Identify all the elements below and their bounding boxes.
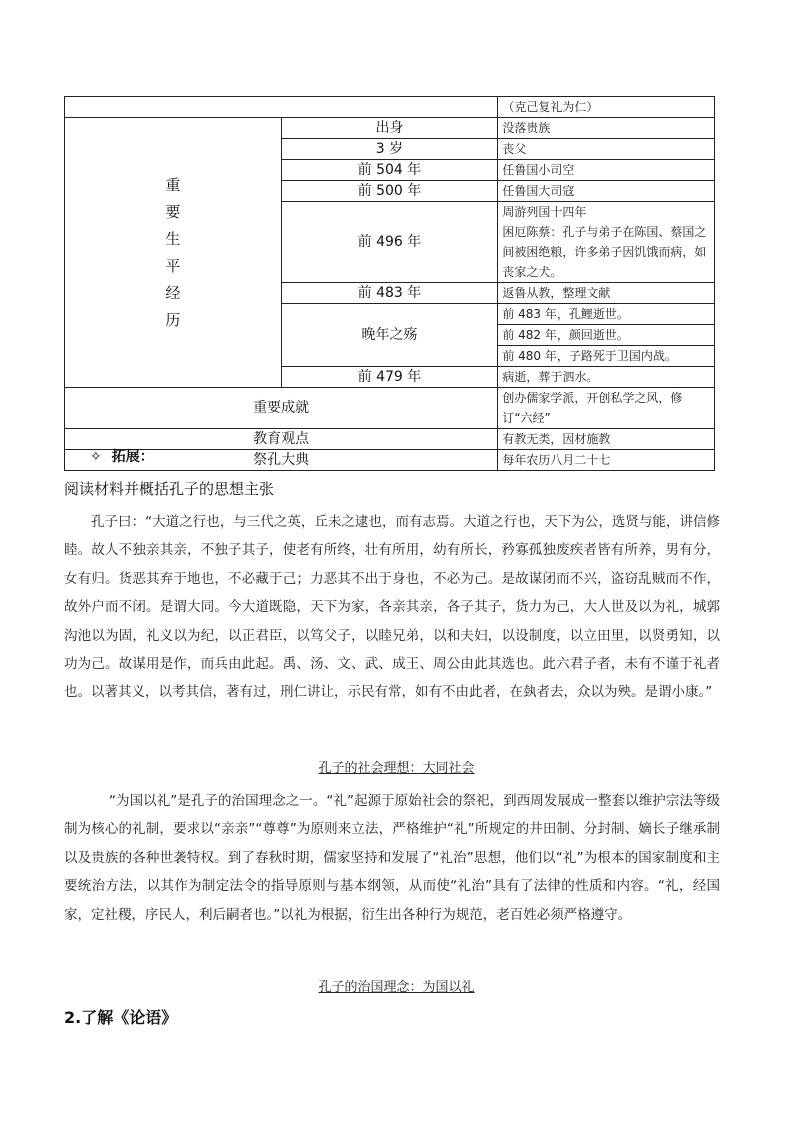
row-content <box>498 202 715 283</box>
row-label: 祭孔大典 <box>65 450 498 471</box>
row-content: 没落贵族 <box>498 118 715 139</box>
reading-paragraph-datong: 孔子曰：“大道之行也，与三代之英，丘未之逮也，而有志焉。大道之行也，天下为公，选贤与能，讲信修睦。故人不独亲其亲，不独子其子，使老有所终，壮有所用，幼有所长，矜寡孤独废疾者皆有所养，男有分，女有归。货恶其弃于地也，不必藏于己；力恶其不出于身也，不必为己。是故谋闭而不兴，盗窃乱贼而不作，故外户而不闭。是谓大同。今大道既隐，天下为家，各亲其亲，各子其子，货力为己，大人世及以为礼，城郭沟池以为固，礼义以为纪，以正君臣，以笃父子，以睦兄弟，以和夫妇，以设制度，以立田里，以贤勇知，以功为己。故谋用是作，而兵由此起。禹、汤、文、武、成王、周公由此其选也。此六君子者，未有不谨于礼者也。以著其义，以考其信，著有过，刑仁讲让，示民有常，如有不由此者，在埶者去，众以为殃。是谓小康。” <box>64 514 720 701</box>
row-content: 创办儒家学派，开创私学之风，修订“六经” <box>498 388 715 429</box>
table-empty-cell <box>65 97 498 118</box>
row-label: 前 479 年 <box>281 367 498 388</box>
row-content: 返鲁从教，整理文献 <box>498 283 715 304</box>
row-label: 教育观点 <box>65 429 498 450</box>
caption-governance: 孔子的治国理念：为国以礼 <box>318 980 475 995</box>
table-top-row: （克己复礼为仁） <box>498 97 715 118</box>
row-label: 前 504 年 <box>281 160 498 181</box>
caption-social-ideal: 孔子的社会理想：大同社会 <box>318 761 475 776</box>
row-label: 出身 <box>281 118 498 139</box>
row-content: 前 483 年，孔鲤逝世。 <box>498 304 715 325</box>
row-label: 重要成就 <box>65 388 498 429</box>
row-content: 任鲁国小司空 <box>498 160 715 181</box>
row-label: 前 496 年 <box>281 202 498 283</box>
row-label: 3 岁 <box>281 139 498 160</box>
row-content: 每年农历八月二十七 <box>498 450 715 471</box>
diamond-icon: ✧ <box>90 449 102 465</box>
section-heading-text: 拓展： <box>111 449 154 465</box>
biography-table <box>64 96 715 471</box>
row-content: 前 482 年，颜回逝世。 <box>498 325 715 346</box>
section-subtitle: 阅读材料并概括孔子的思想主张 <box>64 480 275 498</box>
row-content: 丧父 <box>498 139 715 160</box>
row-label: 前 500 年 <box>281 181 498 202</box>
content-line: 周游列国十四年 <box>502 205 587 219</box>
row-content: 前 480 年，子路死于卫国内战。 <box>498 346 715 367</box>
row-content: 任鲁国大司寇 <box>498 181 715 202</box>
row-label: 前 483 年 <box>281 283 498 304</box>
row-label: 晚年之殇 <box>281 304 498 367</box>
row-content: 病逝，葬于泗水。 <box>498 367 715 388</box>
content-line: 困厄陈蔡：孔子与弟子在陈国、蔡国之间被困绝粮，许多弟子因饥饿而病，如丧家之犬。 <box>502 225 707 279</box>
section-heading <box>90 446 154 466</box>
group-label-life: 重 要 生 平 经 历 <box>65 118 282 388</box>
row-content: 有教无类，因材施教 <box>498 429 715 450</box>
reading-paragraph-li: “为国以礼”是孔子的治国理念之一。“礼”起源于原始社会的祭祀，到西周发展成一整套以维护宗法等级制为核心的礼制，要求以“亲亲”“尊尊”为原则来立法，严格维护“礼”所规定的井田制、分封制、嫡长子继承制以及贵族的各种世袭特权。到了春秋时期，儒家坚持和发展了“礼治”思想，他们以“礼”为根本的国家制度和主要统治方法，以其作为制定法令的指导原则与基本纲领，从而使“礼治”具有了法律的性质和内容。“礼，经国家，定社稷，序民人，利后嗣者也。”以礼为根据，衍生出各种行为规范，老百姓必须严格遵守。 <box>64 793 720 923</box>
next-section-heading: 2.了解《论语》 <box>64 1008 178 1027</box>
